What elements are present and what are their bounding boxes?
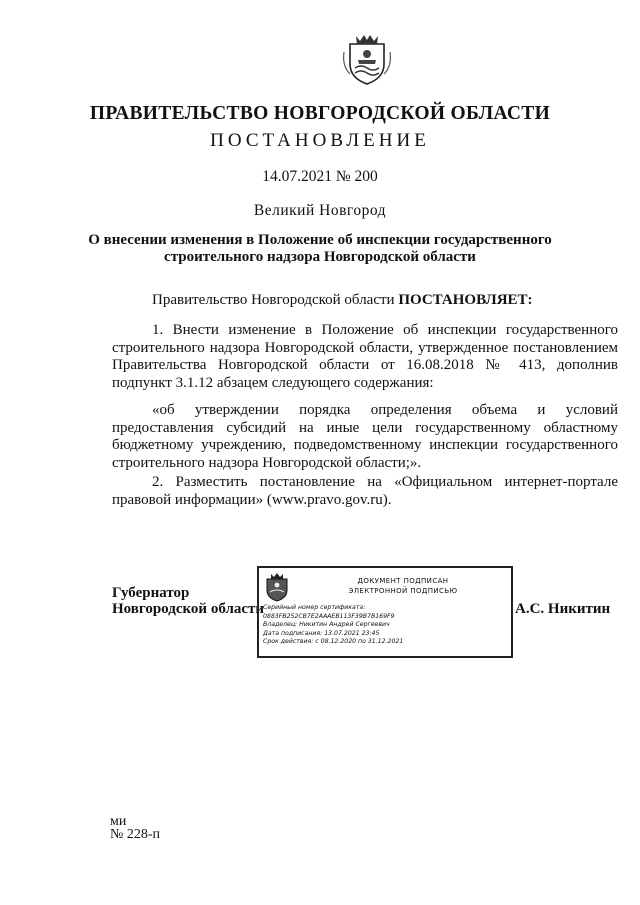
electronic-signature-stamp [257, 566, 513, 658]
position-line-1: Губернатор [112, 585, 190, 601]
stamp-title-line-1: ДОКУМЕНТ ПОДПИСАН [357, 577, 449, 585]
paragraph-2: 2. Разместить постановление на «Официальном интернет-портале правовой информации» (www.pravo.gov.ru). [112, 474, 618, 508]
subject-line-2: строительного надзора Новгородской области [164, 249, 476, 265]
preamble-decree: ПОСТАНОВЛЯЕТ: [398, 292, 533, 308]
footer-number: № 228-п [110, 827, 161, 842]
position-line-2: Новгородской области [112, 601, 265, 617]
document-subject [0, 232, 640, 266]
footer-initials: ми [110, 814, 127, 829]
document-city: Великий Новгород [253, 202, 387, 219]
stamp-signed-date: Дата подписания: 13.07.2021 23:45 [263, 629, 380, 637]
stamp-validity: Срок действия: с 08.12.2020 по 31.12.2021 [263, 638, 404, 646]
stamp-serial-label: Серийный номер сертификата: [263, 604, 366, 611]
stamp-serial-value: 0883FB252CB7E2AAAEB113F39B7B169F9 [263, 612, 395, 620]
document-date-number: 14.07.2021 № 200 [262, 168, 378, 185]
subject-line-1: О внесении изменения в Положение об инспекции государственного [88, 232, 552, 248]
stamp-details [263, 604, 511, 647]
paragraph-1: 1. Внести изменение в Положение об инспекции государственного строительного надзора Новгородской области, утвержденное постановлением Правительства Новгородской области от 16.08.2018 № 413, дополнив подпункт 3.1.12 абзацем следующего содержания: [112, 322, 618, 391]
document-type: ПОСТАНОВЛЕНИЕ [210, 130, 430, 151]
preamble [112, 292, 618, 310]
government-title: ПРАВИТЕЛЬСТВО НОВГОРОДСКОЙ ОБЛАСТИ [89, 103, 551, 124]
coat-of-arms-icon [264, 572, 290, 602]
paragraph-quote: «об утверждении порядка определения объема и условий предоставления субсидий на иные цели государственному областному бюджетному учреждению, подведомственному инспекции государственного строительного надзора Новгородской области;». [112, 402, 618, 471]
novgorod-coat-of-arms-icon [342, 30, 392, 86]
document-footer [110, 815, 160, 841]
signatory-position [112, 585, 264, 617]
signatory-name: А.С. Никитин [515, 601, 611, 617]
stamp-title [299, 576, 507, 596]
stamp-owner: Владелец: Никитин Андрей Сергеевич [263, 621, 390, 629]
preamble-text: Правительство Новгородской области [152, 292, 399, 308]
stamp-title-line-2: ЭЛЕКТРОННОЙ ПОДПИСЬЮ [348, 587, 458, 595]
